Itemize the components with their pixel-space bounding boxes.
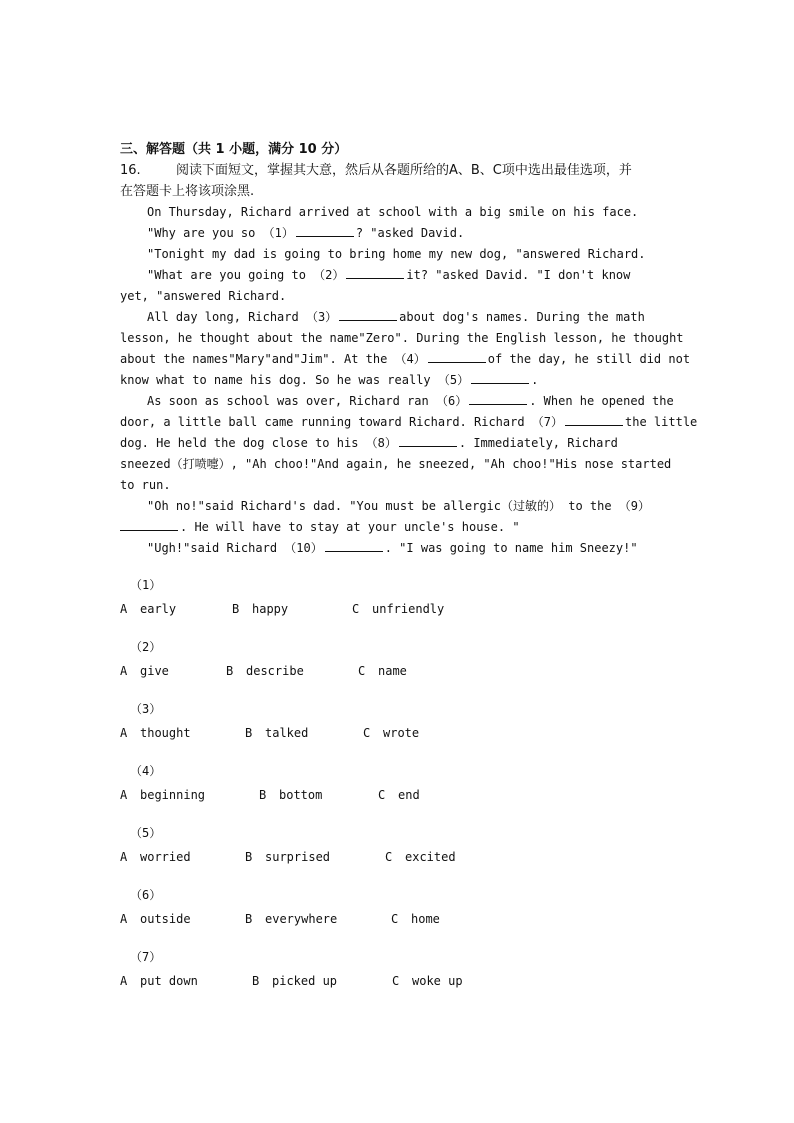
blank-10 <box>325 538 383 552</box>
option-a[interactable]: A worried <box>120 850 191 864</box>
passage-line: sneezed（打喷嚏）, "Ah choo!"And again, he sneezed, "Ah choo!"His nose started <box>120 457 672 471</box>
passage-line: "What are you going to （2） it? "asked David. "I don't know <box>120 265 676 286</box>
reading-passage <box>120 202 698 559</box>
option-group-7 <box>120 945 676 1007</box>
option-group-6 <box>120 883 676 945</box>
passage-line: about the names"Mary"and"Jim". At the （4） of the day, he still did not <box>120 349 676 370</box>
option-group-1 <box>120 573 676 635</box>
passage-line: On Thursday, Richard arrived at school with a big smile on his face. <box>147 205 639 219</box>
passage-line: All day long, Richard （3） about dog's names. During the math <box>120 307 676 328</box>
option-a[interactable]: A give <box>120 664 169 678</box>
passage-line: know what to name his dog. So he was really （5） . <box>120 370 676 391</box>
option-b[interactable]: B everywhere <box>245 912 338 926</box>
option-group-5 <box>120 821 676 883</box>
option-number: （3） <box>130 702 162 716</box>
passage-line: to run. <box>120 478 171 492</box>
option-number: （4） <box>130 764 162 778</box>
option-number: （1） <box>130 578 162 592</box>
blank-8 <box>399 433 457 447</box>
blank-7 <box>565 412 623 426</box>
option-c[interactable]: C home <box>391 912 440 926</box>
option-c[interactable]: C unfriendly <box>352 602 445 616</box>
instruction-line-1: 阅读下面短文，掌握其大意，然后从各题所给的A、B、C项中选出最佳选项，并 <box>176 163 632 178</box>
option-b[interactable]: B happy <box>232 602 289 616</box>
option-b[interactable]: B picked up <box>252 974 338 988</box>
section-title: 三、解答题（共 1 小题，满分 10 分） <box>120 142 348 157</box>
instruction-line-2: 在答题卡上将该项涂黑. <box>120 184 255 199</box>
blank-9 <box>120 517 178 531</box>
passage-line: "Ugh!"said Richard （10） . "I was going to name him Sneezy!" <box>120 538 676 559</box>
question-instruction <box>120 160 676 202</box>
passage-line: dog. He held the dog close to his （8） . Immediately, Richard <box>120 433 676 454</box>
option-c[interactable]: C name <box>358 664 407 678</box>
passage-line: yet, "answered Richard. <box>120 289 287 303</box>
passage-line: . He will have to stay at your uncle's house. " <box>120 517 676 538</box>
blank-2 <box>346 265 404 279</box>
blank-3 <box>339 307 397 321</box>
option-b[interactable]: B surprised <box>245 850 331 864</box>
option-c[interactable]: C excited <box>385 850 456 864</box>
option-group-3 <box>120 697 676 759</box>
option-c[interactable]: C wrote <box>363 726 420 740</box>
passage-line: "Tonight my dad is going to bring home my new dog, "answered Richard. <box>147 247 646 261</box>
passage-line: As soon as school was over, Richard ran （6） . When he opened the <box>120 391 676 412</box>
passage-line: lesson, he thought about the name"Zero". During the English lesson, he thought <box>120 331 684 345</box>
option-number: （5） <box>130 826 162 840</box>
answer-options <box>120 573 676 1007</box>
option-a[interactable]: A thought <box>120 726 191 740</box>
option-b[interactable]: B describe <box>226 664 304 678</box>
blank-4 <box>428 349 486 363</box>
blank-6 <box>469 391 527 405</box>
option-c[interactable]: C woke up <box>392 974 463 988</box>
passage-line: "Oh no!"said Richard's dad. "You must be allergic（过敏的） to the （9） <box>147 499 651 513</box>
option-number: （2） <box>130 640 162 654</box>
option-b[interactable]: B bottom <box>259 788 323 802</box>
option-number: （7） <box>130 950 162 964</box>
option-group-2 <box>120 635 676 697</box>
blank-1 <box>296 223 354 237</box>
passage-line: door, a little ball came running toward Richard. Richard （7） the little <box>120 412 676 433</box>
option-b[interactable]: B talked <box>245 726 309 740</box>
question-number: 16. <box>120 163 141 178</box>
option-a[interactable]: A early <box>120 602 177 616</box>
option-a[interactable]: A put down <box>120 974 198 988</box>
option-group-4 <box>120 759 676 821</box>
option-a[interactable]: A outside <box>120 912 191 926</box>
blank-5 <box>471 370 529 384</box>
option-number: （6） <box>130 888 162 902</box>
option-a[interactable]: A beginning <box>120 788 206 802</box>
exam-page <box>120 140 698 1007</box>
option-c[interactable]: C end <box>378 788 420 802</box>
passage-line: "Why are you so （1） ? "asked David. <box>120 223 676 244</box>
